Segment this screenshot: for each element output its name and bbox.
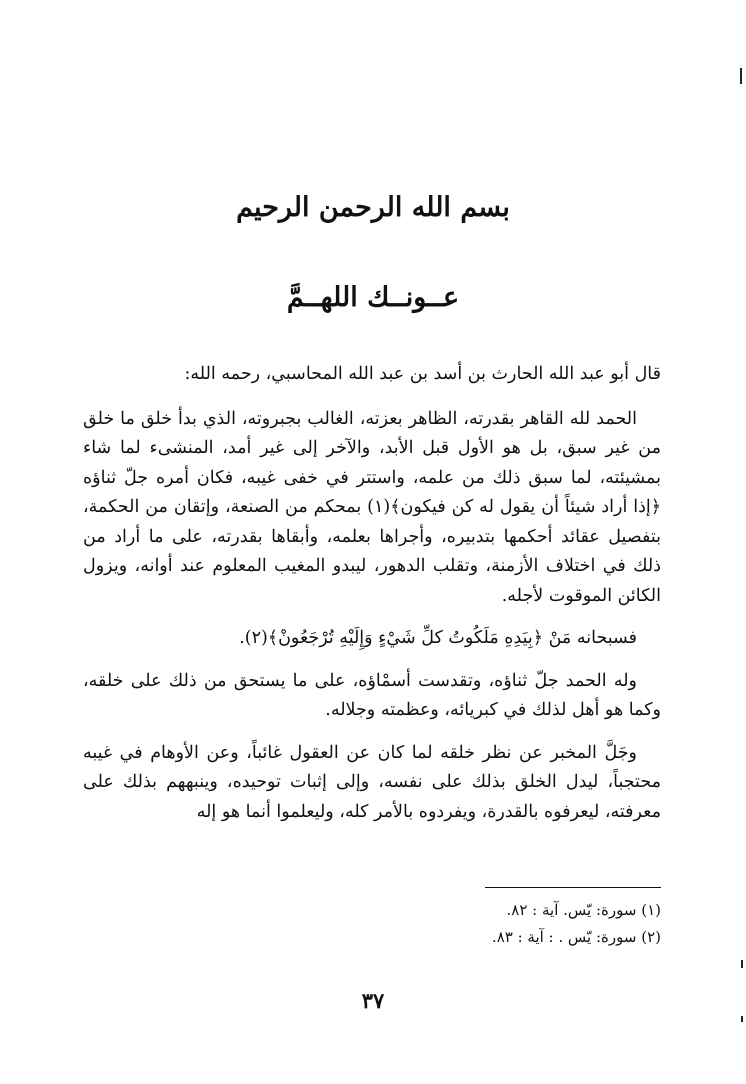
basmala-heading: بسم الله الرحمن الرحيم (236, 192, 510, 223)
paragraph: وله الحمد جلّ ثناؤه، وتقدست أسمْاؤه، على ما يستحق من ذلك على خلقه، وكما هو أهل لذلك في كبريائه، وعظمته وجلاله. (83, 670, 661, 720)
scan-mark (741, 960, 743, 968)
scan-mark (740, 68, 742, 84)
invocation-heading: عــونــك اللهــمَّ (286, 282, 460, 313)
paragraph: وجَلَّ المخبر عن نظر خلقه لما كان عن العقول غائباً، وعن الأوهام في غيبه محتجباً، ليدل الخلق بذلك على نفسه، وإلى إثبات توحيده، وينبههم بذلك على معرفته، ليعرفوه بالقدرة، ويفردوه بالأمر كله، وليعلموا أنما هو إله (83, 742, 661, 822)
paragraph: الحمد لله القاهر بقدرته، الظاهر بعزته، الغالب بجبروته، الذي بدأ خلق ما خلق من غير سبق، بل هو الأول قبل الأبد، والآخر إلى غير أمد، المنشىء لما شاء بمشيئته، لما سبق ذلك من علمه، واستتر في خفى غيبه، فكان أمره جلّ ثناؤه ﴿إذا أراد شيئاً أن يقول له كن فيكون﴾(١) بمحكم من الصنعة، وإتقان من الحكمة، بتفصيل عقائد أحكمها بتدبيره، وأجراها بعلمه، وأبقاها بقدرته، على ما أراد من ذلك في اختلاف الأزمنة، وتقلب الدهور، ليبدو المغيب المعلوم عند أوانه، ويزول الكائن الموقوت لأجله. (83, 408, 661, 606)
footnote-1: (١) سورة: يّس. آية : ٨٢. (506, 901, 661, 919)
opening-attribution: قال أبو عبد الله الحارث بن أسد بن عبد الله المحاسبي، رحمه الله: (184, 364, 661, 384)
footnote-separator (485, 887, 661, 888)
footnote-2: (٢) سورة: يّس . : آية : ٨٣. (491, 928, 661, 946)
scan-mark (741, 1016, 743, 1022)
paragraph: فسبحانه مَنْ ﴿بِيَدِهِ مَلَكُوتُ كلِّ شَيْءٍ وَإِلَيْهِ تُرْجَعُونْ﴾(٢). (239, 628, 637, 648)
footnotes (261, 897, 661, 951)
body-text (83, 360, 661, 840)
page-number: ٣٧ (361, 988, 385, 1013)
